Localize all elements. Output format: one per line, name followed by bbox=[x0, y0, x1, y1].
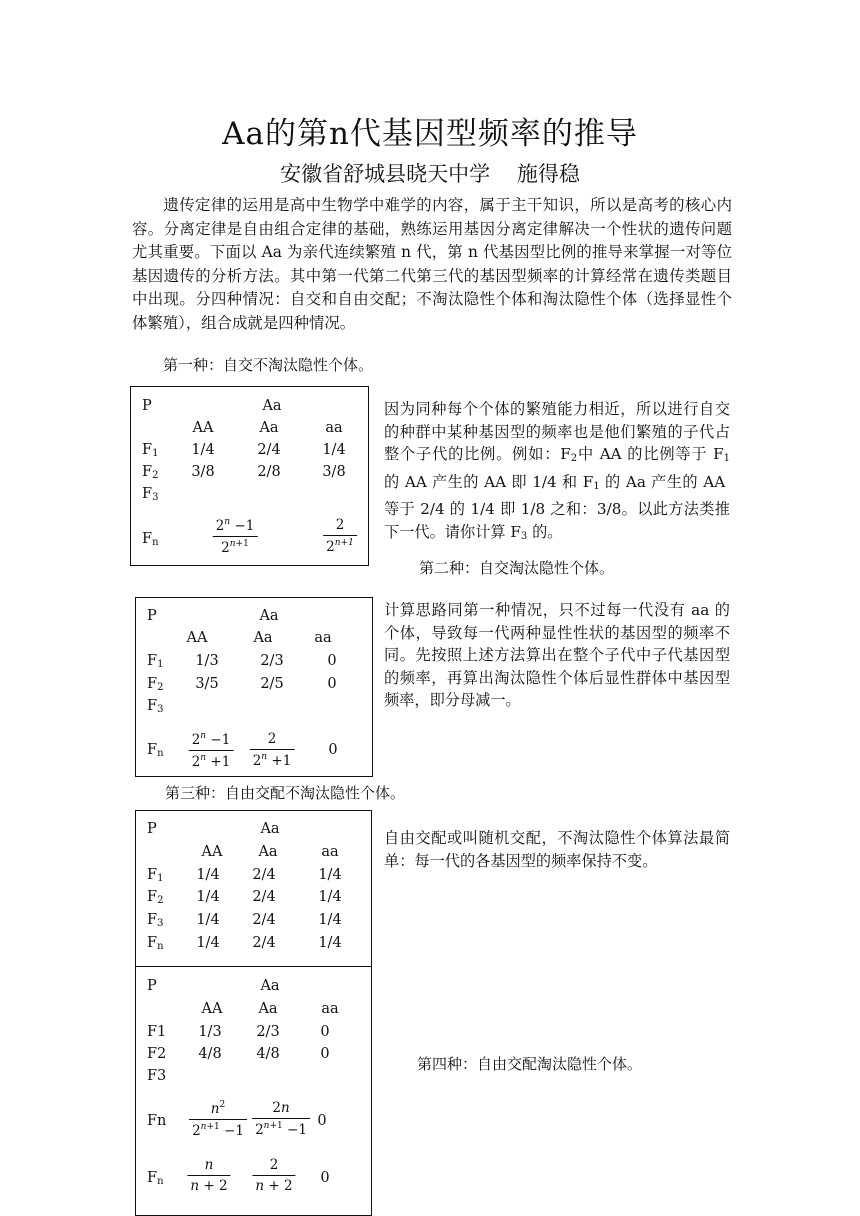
t1-p-label: P bbox=[142, 398, 152, 414]
section-3-text: 自由交配或叫随机交配，不淘汰隐性个体算法最简单：每一代的各基因型的频率保持不变。 bbox=[384, 829, 730, 870]
t4-fn2-Aa-fraction: 2 n + 2 bbox=[252, 1157, 295, 1194]
t2-fn-Aa-fraction: 2 $2^n +1$ bbox=[250, 731, 295, 769]
t4-fn1-Aa-fraction: 2n $2^{n+1} -1$ bbox=[252, 1100, 310, 1138]
t3-p-label: P bbox=[147, 821, 157, 837]
t1-cell: 3/8 bbox=[191, 464, 215, 480]
t1-fn-aa-fraction: 2 $2^{n+1}$ bbox=[323, 517, 357, 555]
t2-cell: 0 bbox=[327, 653, 337, 669]
t2-col-aa: aa bbox=[314, 630, 332, 646]
t1-row-label: $F_2$ bbox=[142, 464, 159, 481]
t4-col-Aa: Aa bbox=[258, 1001, 278, 1017]
t1-row-label: $F_1$ bbox=[142, 442, 159, 459]
t2-cell: 3/5 bbox=[195, 676, 219, 692]
t4-cell: 4/8 bbox=[198, 1046, 222, 1062]
t2-row-label: $F_2$ bbox=[147, 676, 164, 693]
t4-cell: 0 bbox=[320, 1046, 330, 1062]
t2-cell: 2/3 bbox=[260, 653, 284, 669]
table-1 bbox=[130, 386, 369, 566]
t4-parent: Aa bbox=[260, 978, 280, 994]
t4-col-aa: aa bbox=[321, 1001, 339, 1017]
author-line: 安徽省舒城县晓天中学 施得稳 bbox=[280, 162, 580, 186]
t1-cell: 1/4 bbox=[191, 442, 215, 458]
t3-cell: 1/4 bbox=[318, 912, 342, 928]
t2-cell: 0 bbox=[327, 676, 337, 692]
t4-cell: 1/3 bbox=[198, 1024, 222, 1040]
t2-col-AA: AA bbox=[186, 630, 208, 646]
t3-cell: 1/4 bbox=[196, 935, 220, 951]
t4-cell: 2/3 bbox=[256, 1024, 280, 1040]
t4-p-label: P bbox=[147, 978, 157, 994]
t1-cell: 2/4 bbox=[257, 442, 281, 458]
t2-row-label: $F_3$ bbox=[147, 698, 164, 715]
t1-cell: 2/8 bbox=[257, 464, 281, 480]
t2-col-Aa: Aa bbox=[253, 630, 273, 646]
t3-cell: 2/4 bbox=[252, 889, 276, 905]
section-1-text: 因为同种每个个体的繁殖能力相近，所以进行自交的种群中某种基因型的频率也是他们繁殖的子代占整个子代的比例。例如：$F_2$中 AA 的比例等于 $F_1$ 的 AA 产生的 AA 即 1/4 和 $F_1$ 的 Aa 产生的 AA 等于 2/4 的 1/4 即 1/8 之和：3/8。以此方法类推下一代。请你计算 $F_3$ 的。 bbox=[384, 400, 730, 542]
t1-row-label: $F_3$ bbox=[142, 486, 159, 503]
t2-fn-aa: 0 bbox=[328, 742, 338, 758]
t3-cell: 1/4 bbox=[196, 889, 220, 905]
t4-fn1-label: Fn bbox=[147, 1113, 167, 1129]
t4-row-label: F3 bbox=[147, 1068, 167, 1084]
page-title: Aa的第n代基因型频率的推导 bbox=[222, 116, 638, 152]
t3-cell: 1/4 bbox=[196, 912, 220, 928]
t4-row-label: F2 bbox=[147, 1046, 167, 1062]
t3-cell: 1/4 bbox=[318, 867, 342, 883]
t3-row-label: $F_3$ bbox=[147, 912, 164, 929]
section-3-heading: 第三种：自由交配不淘汰隐性个体。 bbox=[165, 784, 406, 802]
t4-fn2-AA-fraction: n n + 2 bbox=[187, 1157, 230, 1194]
t3-parent: Aa bbox=[260, 821, 280, 837]
t3-row-label: $F_1$ bbox=[147, 867, 164, 884]
t1-fn-label: $F_n$ bbox=[142, 531, 159, 548]
section-1-heading: 第一种：自交不淘汰隐性个体。 bbox=[163, 356, 374, 374]
t4-row-label: F1 bbox=[147, 1024, 167, 1040]
t4-col-AA: AA bbox=[201, 1001, 223, 1017]
t1-col-Aa: Aa bbox=[259, 420, 279, 436]
table-2 bbox=[135, 597, 373, 777]
t2-p-label: P bbox=[147, 608, 157, 624]
t2-cell: 1/3 bbox=[195, 653, 219, 669]
t2-row-label: $F_1$ bbox=[147, 653, 164, 670]
table-4 bbox=[135, 966, 372, 1216]
t3-row-label: $F_2$ bbox=[147, 889, 164, 906]
t3-col-AA: AA bbox=[201, 844, 223, 860]
t3-cell: 1/4 bbox=[318, 935, 342, 951]
t3-row-label: $F_n$ bbox=[147, 935, 164, 952]
section-4-heading: 第四种：自由交配淘汰隐性个体。 bbox=[417, 1055, 643, 1073]
t4-fn1-AA-fraction: $n^2$ $2^{n+1} -1$ bbox=[189, 1100, 247, 1139]
t1-fn-AA-fraction: $2^n -1$ $2^{n+1}$ bbox=[213, 517, 258, 556]
t1-col-aa: aa bbox=[325, 420, 343, 436]
section-2-heading: 第二种：自交淘汰隐性个体。 bbox=[419, 559, 615, 577]
t4-fn2-label: $F_n$ bbox=[147, 1170, 164, 1187]
t3-col-aa: aa bbox=[321, 844, 339, 860]
t1-parent: Aa bbox=[262, 398, 282, 414]
t2-cell: 2/5 bbox=[260, 676, 284, 692]
t3-cell: 1/4 bbox=[318, 889, 342, 905]
table-3 bbox=[135, 810, 372, 967]
section-2-text: 计算思路同第一种情况，只不过每一代没有 aa 的个体，导致每一代两种显性性状的基因型的频率不同。先按照上述方法算出在整个子代中子代基因型的频率，再算出淘汰隐性个体后显性群体中基因型频率，即分母减一。 bbox=[384, 601, 730, 710]
t2-fn-label: $F_n$ bbox=[147, 742, 164, 759]
intro-paragraph bbox=[132, 194, 732, 335]
t1-col-AA: AA bbox=[192, 420, 214, 436]
t2-parent: Aa bbox=[259, 608, 279, 624]
t3-cell: 2/4 bbox=[252, 867, 276, 883]
t3-col-Aa: Aa bbox=[258, 844, 278, 860]
t3-cell: 2/4 bbox=[252, 912, 276, 928]
t1-cell: 1/4 bbox=[322, 442, 346, 458]
t3-cell: 2/4 bbox=[252, 935, 276, 951]
t4-fn1-aa: 0 bbox=[317, 1113, 327, 1129]
t2-fn-AA-fraction: $2^n -1$ $2^n +1$ bbox=[189, 731, 234, 770]
t1-cell: 3/8 bbox=[322, 464, 346, 480]
intro-text: 遗传定律的运用是高中生物学中难学的内容，属于主干知识，所以是高考的核心内容。分离定律是自由组合定律的基础，熟练运用基因分离定律解决一个性状的遗传问题尤其重要。下面以 Aa 为亲代连续繁殖 n 代，第 n 代基因型比例的推导来掌握一对等位基因遗传的分析方法。其中第一代第二代第三代的基因型频率的计算经常在遗传类题目中出现。分四种情况：自交和自由交配；不淘汰隐性个体和淘汰隐性个体（选择显性个体繁殖），组合成就是四种情况。 bbox=[132, 196, 732, 332]
t4-fn2-aa: 0 bbox=[320, 1170, 330, 1186]
t3-cell: 1/4 bbox=[196, 867, 220, 883]
t4-cell: 4/8 bbox=[256, 1046, 280, 1062]
t4-cell: 0 bbox=[320, 1024, 330, 1040]
